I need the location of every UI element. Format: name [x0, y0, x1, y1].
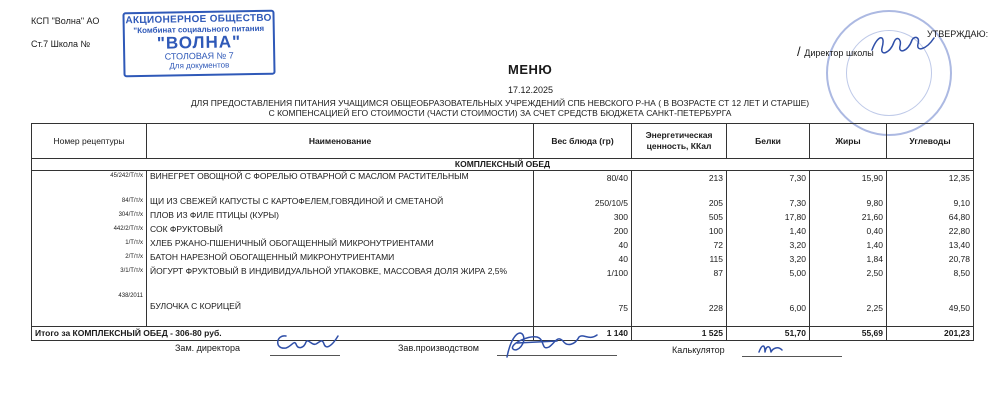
recipe-code: 3/1/Т/т/х [32, 266, 147, 291]
table-row [32, 252, 974, 266]
total-label: Итого за КОМПЛЕКСНЫЙ ОБЕД - 306-80 руб. [32, 327, 534, 341]
dish-weight: 40 [534, 238, 632, 252]
stamp-line-5: Для документов [169, 60, 230, 71]
total-carbs: 201,23 [887, 327, 974, 341]
calculator-signature-icon [756, 340, 786, 356]
organization-name: КСП "Волна" АО [31, 16, 100, 26]
document-title: МЕНЮ [508, 62, 553, 77]
dish-fat: 1,40 [810, 238, 887, 252]
stamp-line-2: "Комбинат социального питания [133, 23, 265, 36]
table-row [32, 196, 974, 210]
table-row [32, 224, 974, 238]
dish-name: ХЛЕБ РЖАНО-ПШЕНИЧНЫЙ ОБОГАЩЕННЫЙ МИКРОНУТРИЕНТАМИ [147, 238, 534, 252]
dish-carbs: 13,40 [887, 238, 974, 252]
table-header-row [32, 124, 974, 159]
calculator-signature-line [742, 356, 842, 357]
dish-weight: 1/100 [534, 266, 632, 291]
document-description [80, 98, 920, 118]
recipe-code: 304/Т/т/х [32, 210, 147, 224]
recipe-code: 1/Т/т/х [32, 238, 147, 252]
document-date: 17.12.2025 [508, 85, 554, 95]
school-name: Ст.7 Школа № [31, 39, 91, 49]
dish-protein: 17,80 [727, 210, 810, 224]
director-label: / Директор школы [797, 44, 874, 59]
production-signature-line [497, 355, 617, 356]
dish-weight: 75 [534, 291, 632, 327]
dish-fat: 1,84 [810, 252, 887, 266]
total-protein: 51,70 [727, 327, 810, 341]
dish-name: ПЛОВ ИЗ ФИЛЕ ПТИЦЫ (КУРЫ) [147, 210, 534, 224]
dish-weight: 80/40 [534, 171, 632, 197]
dish-protein: 6,00 [727, 291, 810, 327]
dish-carbs: 20,78 [887, 252, 974, 266]
dish-name: ЙОГУРТ ФРУКТОВЫЙ В ИНДИВИДУАЛЬНОЙ УПАКОВКЕ, МАССОВАЯ ДОЛЯ ЖИРА 2,5% [147, 266, 534, 291]
stamp-line-4: СТОЛОВАЯ № 7 [164, 50, 234, 62]
dish-carbs: 12,35 [887, 171, 974, 197]
column-header-weight: Вес блюда (гр) [534, 124, 632, 159]
column-header-name: Наименование [147, 124, 534, 159]
column-header-carbs: Углеводы [887, 124, 974, 159]
recipe-code: 2/Т/т/х [32, 252, 147, 266]
dish-weight: 200 [534, 224, 632, 238]
description-line-1: ДЛЯ ПРЕДОСТАВЛЕНИЯ ПИТАНИЯ УЧАЩИМСЯ ОБЩЕОБРАЗОВАТЕЛЬНЫХ УЧРЕЖДЕНИЙ СПБ НЕВСКОГО Р-НА ( В ВОЗРАСТЕ СТ 12 ЛЕТ И СТАРШЕ) [190, 98, 810, 108]
table-row [32, 238, 974, 252]
recipe-code: 438/2011 [32, 291, 147, 327]
dish-carbs: 49,50 [887, 291, 974, 327]
dish-weight: 40 [534, 252, 632, 266]
production-head-label: Зав.производством [398, 343, 479, 353]
dish-carbs: 8,50 [887, 266, 974, 291]
column-header-energy: Энергетическая ценность, ККал [632, 124, 727, 159]
dish-protein: 3,20 [727, 252, 810, 266]
dish-name: ВИНЕГРЕТ ОВОЩНОЙ С ФОРЕЛЬЮ ОТВАРНОЙ С МАСЛОМ РАСТИТЕЛЬНЫМ [147, 171, 534, 197]
dish-weight: 300 [534, 210, 632, 224]
dish-name: СОК ФРУКТОВЫЙ [147, 224, 534, 238]
dish-protein: 7,30 [727, 171, 810, 197]
menu-table [31, 123, 974, 341]
total-energy: 1 525 [632, 327, 727, 341]
stamp-line-3: "ВОЛНА" [156, 32, 242, 53]
dish-fat: 0,40 [810, 224, 887, 238]
dish-fat: 2,50 [810, 266, 887, 291]
dish-weight: 250/10/5 [534, 196, 632, 210]
deputy-director-label: Зам. директора [175, 343, 240, 353]
dish-energy: 205 [632, 196, 727, 210]
dish-fat: 2,25 [810, 291, 887, 327]
calculator-label: Калькулятор [672, 345, 725, 355]
recipe-code: 442/2/Т/т/х [32, 224, 147, 238]
dish-energy: 505 [632, 210, 727, 224]
table-row [32, 171, 974, 197]
dish-protein: 5,00 [727, 266, 810, 291]
recipe-code: 45/242/Т/т/х [32, 171, 147, 197]
dish-name: БУЛОЧКА С КОРИЦЕЙ [147, 291, 534, 327]
table-row [32, 210, 974, 224]
dish-carbs: 64,80 [887, 210, 974, 224]
total-fat: 55,69 [810, 327, 887, 341]
total-row [32, 327, 974, 341]
dish-name: БАТОН НАРЕЗНОЙ ОБОГАЩЕННЫЙ МИКРОНУТРИЕНТАМИ [147, 252, 534, 266]
dish-protein: 3,20 [727, 238, 810, 252]
deputy-signature-line [270, 355, 340, 356]
approval-label: УТВЕРЖДАЮ: [927, 29, 989, 39]
dish-fat: 9,80 [810, 196, 887, 210]
dish-energy: 213 [632, 171, 727, 197]
total-weight: 1 140 [534, 327, 632, 341]
dish-energy: 72 [632, 238, 727, 252]
dish-protein: 1,40 [727, 224, 810, 238]
table-row [32, 266, 974, 291]
dish-protein: 7,30 [727, 196, 810, 210]
section-row [32, 159, 974, 171]
column-header-fat: Жиры [810, 124, 887, 159]
dish-energy: 115 [632, 252, 727, 266]
organization-stamp [122, 10, 275, 78]
stamp-line-1: АКЦИОНЕРНОЕ ОБЩЕСТВО [125, 12, 272, 27]
recipe-code: 84/Т/т/х [32, 196, 147, 210]
dish-energy: 87 [632, 266, 727, 291]
dish-energy: 100 [632, 224, 727, 238]
dish-name: ЩИ ИЗ СВЕЖЕЙ КАПУСТЫ С КАРТОФЕЛЕМ,ГОВЯДИНОЙ И СМЕТАНОЙ [147, 196, 534, 210]
dish-fat: 15,90 [810, 171, 887, 197]
table-row [32, 291, 974, 327]
column-header-code: Номер рецептуры [32, 124, 147, 159]
section-title: КОМПЛЕКСНЫЙ ОБЕД [32, 159, 974, 171]
dish-fat: 21,60 [810, 210, 887, 224]
column-header-protein: Белки [727, 124, 810, 159]
description-line-2: С КОМПЕНСАЦИЕЙ ЕГО СТОИМОСТИ (ЧАСТИ СТОИМОСТИ) ЗА СЧЕТ СРЕДСТВ БЮДЖЕТА САНКТ-ПЕТЕРБУРГА [268, 108, 732, 118]
dish-carbs: 22,80 [887, 224, 974, 238]
dish-energy: 228 [632, 291, 727, 327]
dish-carbs: 9,10 [887, 196, 974, 210]
